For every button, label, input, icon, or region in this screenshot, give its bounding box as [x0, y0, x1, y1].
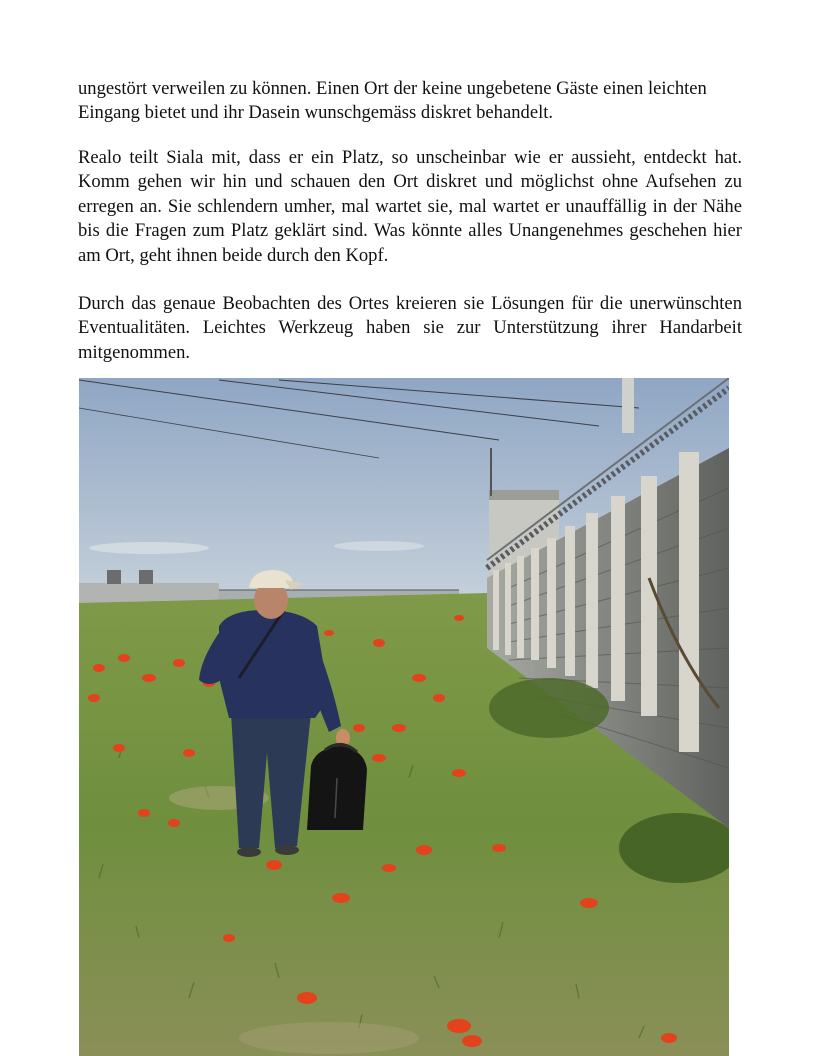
- paragraph-1-text: ungestört verweilen zu können. Einen Ort der keine ungebetene Gäste einen leichten Eingang bietet und ihr Dasein wunschgemäss diskret behandelt.: [78, 78, 707, 124]
- paragraph-2: [78, 146, 742, 268]
- photo-illustration: [79, 378, 729, 1056]
- paragraph-3-text: Durch das genaue Beobachten des Ortes kreieren sie Lösungen für die unerwünschten Eventualitäten. Leichtes Werkzeug haben sie zur Unterstützung ihrer Handarbeit mitgenommen.: [78, 293, 742, 363]
- bush: [489, 678, 609, 738]
- black-bag: [307, 744, 367, 830]
- paragraph-3: [78, 292, 742, 365]
- paragraph-1: [78, 77, 742, 126]
- paragraph-2-text: Realo teilt Siala mit, dass er ein Platz, so unscheinbar wie er aussieht, entdeckt hat. Komm gehen wir hin und schauen den Ort diskret und möglichst ohne Aufsehen zu erregen an. Sie schlendern umher, mal wartet sie, mal wartet er unauffällig in der Nähe bis die Fragen zum Platz geklärt sind. Was könnte alles Unangenehmes geschehen hier am Ort, geht ihnen beide durch den Kopf.: [78, 147, 742, 266]
- photo-man-walking-by-fence: [79, 378, 729, 1056]
- light-pole: [622, 378, 634, 433]
